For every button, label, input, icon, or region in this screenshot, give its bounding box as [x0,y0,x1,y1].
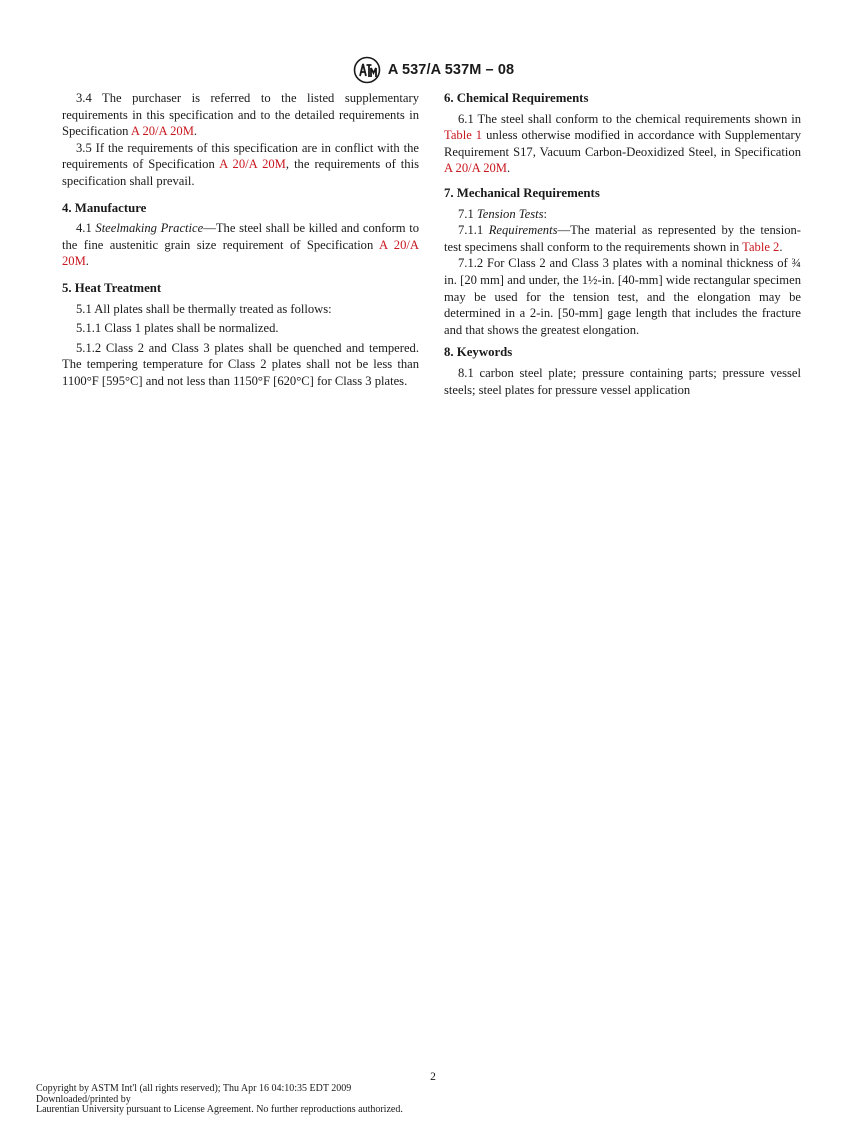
paragraph-6-1: 6.1 The steel shall conform to the chemical requirements shown in Table 1 unless otherwise modified in accordance with Supplementary Requirement S17, Vacuum Carbon-Deoxidized Steel, in Specification A 20/A 20M. [444,111,801,176]
left-column [62,90,419,390]
footer-line-license: Laurentian University pursuant to License Agreement. No further reproductions authorized. [36,1104,403,1115]
section-heading-mechanical-requirements: 7. Mechanical Requirements [444,185,600,200]
spec-link[interactable]: A 20/A 20M [62,237,419,269]
section-heading-keywords: 8. Keywords [444,345,513,360]
page-header [0,56,866,84]
page-number: 2 [430,1071,436,1083]
paragraph-8-1: 8.1 carbon steel plate; pressure containing parts; pressure vessel steels; steel plates for pressure vessel application [444,365,801,397]
paragraph-7-1-1: 7.1.1 Requirements—The material as represented by the tension-test specimens shall conform to the requirements shown in Table 2. [444,223,801,254]
spec-link[interactable]: A 20/A 20M [219,157,286,172]
astm-logo-icon [352,56,382,84]
paragraph-7-1-2: 7.1.2 For Class 2 and Class 3 plates with a nominal thickness of ¾ in. [20 mm] and under, the 1½-in. [40-mm] wide rectangular specimen may be used for the tension test, and the elongation may be determined in a 2-in. [50-mm] gage length that includes the fracture and that shows the greatest elongation. [444,256,801,337]
right-column [444,90,801,398]
standard-designation: A 537/A 537M – 08 [387,62,515,78]
footer-line-downloaded: Downloaded/printed by [36,1093,131,1105]
table-1-link[interactable]: Table 1 [444,128,483,143]
section-heading-manufacture: 4. Manufacture [62,200,147,215]
section-heading-heat-treatment: 5. Heat Treatment [62,280,162,295]
paragraph-7-1: 7.1 Tension Tests: [458,206,548,221]
paragraph-5-1-2: 5.1.2 Class 2 and Class 3 plates shall be quenched and tempered. The tempering temperature for Class 2 plates shall not be less than 1100°F [595°C] and not less than 1150°F [620°C] for Class 3 plates. [62,340,419,388]
copyright-footer [36,1084,403,1116]
spec-link[interactable]: A 20/A 20M [130,124,194,139]
paragraph-5-1-1: 5.1.1 Class 1 plates shall be normalized. [76,321,279,336]
footer-line-copyright: Copyright by ASTM Int'l (all rights reserved); Thu Apr 16 04:10:35 EDT 2009 [36,1083,352,1094]
paragraph-5-1: 5.1 All plates shall be thermally treated as follows: [76,301,332,316]
spec-link[interactable]: A 20/A 20M [444,161,507,176]
paragraph-4-1: 4.1 Steelmaking Practice—The steel shall be killed and conform to the fine austenitic grain size requirement of Specification A 20/A 20M. [62,221,419,269]
paragraph-3-5: 3.5 If the requirements of this specification are in conflict with the requirements of Specification A 20/A 20M, the requirements of this specification shall prevail. [62,140,419,188]
table-2-link[interactable]: Table 2 [742,239,780,254]
paragraph-3-4: 3.4 The purchaser is referred to the listed supplementary requirements in this specification and to the detailed requirements in Specification A 20/A 20M. [62,91,419,139]
section-heading-chemical-requirements: 6. Chemical Requirements [444,91,589,105]
